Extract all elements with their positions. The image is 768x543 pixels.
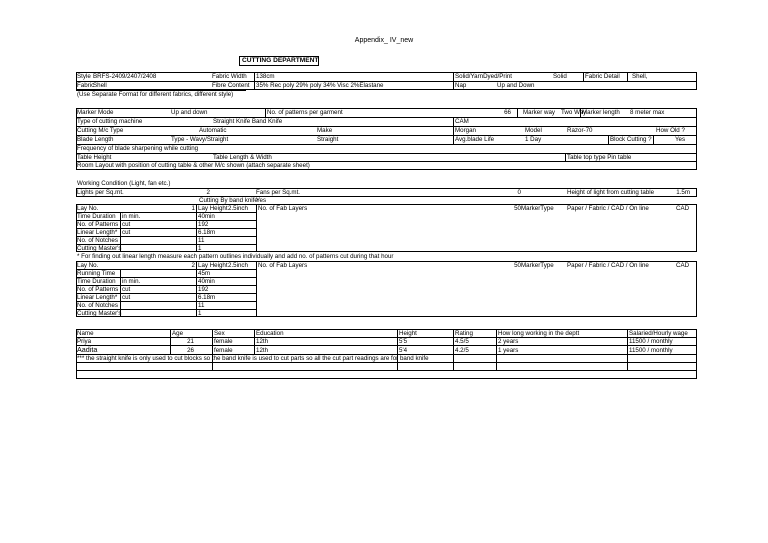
worker-wage: 11500 / monthly xyxy=(629,338,673,345)
lights-label: Lights per Sq.mt. xyxy=(77,189,124,196)
worker-education: 12th xyxy=(256,347,269,354)
lay1-footnote: * For finding out linear length measure each pattern outlines individually and add no. of patterns cut during that hour xyxy=(77,253,394,260)
workers-header-height: Height xyxy=(399,330,417,337)
divider xyxy=(196,204,197,252)
lay2-row-unit: cut xyxy=(122,286,131,293)
divider xyxy=(627,72,628,81)
lay2-marker-type-label: MarkerType xyxy=(521,262,554,269)
fabric-width-label: Fabric Width xyxy=(212,73,247,80)
lay2-row-label: No. of Patterns xyxy=(77,286,119,293)
how-old-label: How Old ? xyxy=(656,127,685,134)
lay2-row-value: 45m xyxy=(198,270,211,277)
blade-life-label: Avg.blade Life xyxy=(455,136,495,143)
patterns-label: No. of patterns per garment xyxy=(267,109,343,116)
lay1-row-label: Time Duration xyxy=(77,213,116,220)
fans-value: 0 xyxy=(517,189,521,196)
divider xyxy=(517,108,518,117)
worker-name: Priya xyxy=(77,338,92,345)
lay2-row-label: No. of Notches xyxy=(77,302,118,309)
light-height-label: Height of light from cutting table xyxy=(567,189,655,196)
lay1-lay-no-label: Lay No. xyxy=(77,205,99,212)
make-value: Morgan xyxy=(455,127,476,134)
lay1-fab-layers-label: No. of Fab Layers xyxy=(258,205,308,212)
lay2-lay-height-value: 2.5inch xyxy=(228,262,248,269)
lay2-lay-height-label: Lay Height xyxy=(198,262,228,269)
worker-age: 21 xyxy=(187,338,194,345)
lay2-row-label: Time Duration xyxy=(77,278,116,285)
lay2-row-label: Linear Length* xyxy=(77,294,118,301)
divider xyxy=(453,72,454,90)
worker-experience: 1 years xyxy=(498,347,519,354)
worker-rating: 4.5/5 xyxy=(455,338,469,345)
worker-sex: female xyxy=(214,347,233,354)
blade-life-value: 1 Day xyxy=(525,136,542,143)
fibre-value: 35% Rec poly 29% poly 34% Visc 2%Elastane xyxy=(256,82,384,89)
divider xyxy=(583,72,584,81)
style-label: Style xyxy=(77,73,91,80)
lay1-row-label: Cutting Master's xyxy=(77,245,122,252)
lights-value: 2 xyxy=(206,189,210,196)
worker-age: 26 xyxy=(187,347,194,354)
table-lw-label: Table Length & Width xyxy=(213,154,272,161)
solid-value: Solid xyxy=(553,73,567,80)
lay1-row-unit: cut xyxy=(122,221,131,228)
divider xyxy=(170,329,171,354)
workers-header-experience: How long working in the deptt xyxy=(498,330,580,337)
lay1-row-value: 6.18m xyxy=(198,229,216,236)
lay1-lay-height-value: 2.5inch xyxy=(228,205,248,212)
workers-header-name: Name xyxy=(77,330,94,337)
lay2-row-label: Running Time xyxy=(77,270,116,277)
lay1-row-value: 40min xyxy=(198,213,215,220)
room-layout-label: Room Layout with position of cutting table & other M/c shown (attach separate sheet) xyxy=(77,162,310,169)
divider xyxy=(256,261,257,317)
block-cutting-value: Yes xyxy=(675,136,686,143)
lay1-row-value: 11 xyxy=(198,237,205,244)
lay2-lay-no-label: Lay No. xyxy=(77,262,99,269)
table-top-label: Table top type Pin table xyxy=(567,154,632,161)
fabric-width-value: 138cm xyxy=(256,73,275,80)
lay2-row-value: 40min xyxy=(198,278,215,285)
lay1-row-unit: in min. xyxy=(122,213,141,220)
style-note: (Use Separate Format for different fabrics, different style) xyxy=(77,91,234,98)
lay1-row-label: No. of Notches xyxy=(77,237,118,244)
marker-mode-label: Marker Mode xyxy=(77,109,114,116)
lay2-row-value: 11 xyxy=(198,302,205,309)
model-value: Razor-70 xyxy=(567,127,593,134)
sharpening-label: Frequency of blade sharpening while cutting xyxy=(77,145,199,152)
cutting-machine-label: Type of cutting machine xyxy=(77,118,143,125)
workers-note: *** the straight knife is only used to cut blocks so the band knife is used to cut parts so all the cut part readings are for band knife xyxy=(77,355,429,362)
lay2-row-value: 192 xyxy=(198,286,209,293)
lay1-lay-height-label: Lay Height xyxy=(198,205,228,212)
divider xyxy=(254,72,255,90)
blade-length-label: Blade Length xyxy=(77,136,114,143)
fabric-value: Shell xyxy=(93,82,107,89)
lay1-row-unit: cut xyxy=(122,229,131,236)
solid-yarn-label: Solid/YarnDyed/Print xyxy=(455,73,512,80)
divider xyxy=(196,261,197,317)
marker-mode-value: Up and down xyxy=(171,109,208,116)
lay1-row-value: 192 xyxy=(198,221,209,228)
fans-label: Fans per Sq.mt. xyxy=(256,189,301,196)
cutting-by-value: Yes xyxy=(256,197,267,204)
make-label: Make xyxy=(317,127,333,134)
lay2-row-unit: cut xyxy=(122,294,131,301)
nap-value: Up and Down xyxy=(497,82,535,89)
lay2-row-value: 6.18m xyxy=(198,294,216,301)
divider xyxy=(212,329,213,370)
lay1-fab-layers-value: 50 xyxy=(514,205,521,212)
lay1-lay-no-value: 1 xyxy=(191,205,195,212)
worker-experience: 2 years xyxy=(498,338,519,345)
fibre-label: Fibre Content xyxy=(212,82,250,89)
working-condition-heading: Working Condition (Light, fan etc.) xyxy=(77,180,171,187)
worker-height: 5'5 xyxy=(399,338,408,345)
divider xyxy=(76,81,697,82)
lay2-row-value: 1 xyxy=(198,310,202,317)
page-title: Appendix_ IV_new xyxy=(354,37,414,44)
cutting-mc-value: Automatic xyxy=(199,127,227,134)
divider xyxy=(256,204,257,252)
lay2-lay-no-value: 2 xyxy=(191,262,195,269)
lay2-row-label: Cutting Master's xyxy=(77,310,122,317)
worker-education: 12th xyxy=(256,338,269,345)
worker-rating: 4.2/5 xyxy=(455,347,469,354)
worker-height: 5'4 xyxy=(399,347,408,354)
divider xyxy=(76,135,697,136)
marker-way-value: Two Way xyxy=(561,109,587,116)
patterns-value: 66 xyxy=(504,109,511,116)
divider xyxy=(608,135,609,144)
lay1-row-label: No. of Patterns xyxy=(77,221,119,228)
marker-length-label: Marker length xyxy=(582,109,620,116)
department-title: CUTTING DEPARTMENT xyxy=(242,57,319,64)
fabric-label: Fabric xyxy=(77,82,95,89)
divider xyxy=(265,108,266,117)
workers-header-rating: Rating xyxy=(455,330,473,337)
workers-header-wage: Salaried/Hourly wage xyxy=(629,330,688,337)
blade-length-value: Type - Wavy/Straight xyxy=(171,136,229,143)
workers-header-education: Education xyxy=(256,330,284,337)
lay1-row-value: 1 xyxy=(198,245,202,252)
lay2-fab-layers-value: 50 xyxy=(514,262,521,269)
cutting-mc-label: Cutting M/c Type xyxy=(77,127,124,134)
marker-way-label: Marker way xyxy=(523,109,555,116)
nap-label: Nap xyxy=(455,82,467,89)
table-height-label: Table Height xyxy=(77,154,112,161)
cam-label: CAM xyxy=(455,118,469,125)
cutting-by-label: Cutting By band knife xyxy=(199,197,258,204)
divider xyxy=(653,135,654,144)
worker-sex: female xyxy=(214,338,233,345)
divider xyxy=(76,117,697,118)
workers-header-age: Age xyxy=(172,330,184,337)
lay2-row-unit: in min. xyxy=(122,278,141,285)
divider xyxy=(76,370,697,371)
cutting-machine-value: Straight Knife Band Knife xyxy=(213,118,283,125)
style-value: BRFS-2409/2407/2408 xyxy=(93,73,157,80)
divider xyxy=(397,329,398,370)
lay1-marker-type-label: MarkerType xyxy=(521,205,554,212)
divider xyxy=(565,153,566,161)
lay2-marker-type-value: Paper / Fabric / CAD / On line xyxy=(567,262,649,269)
fabric-detail-value: Shell, xyxy=(632,73,648,80)
lay1-marker-type-selected: CAD xyxy=(676,205,690,212)
divider xyxy=(496,329,497,370)
divider xyxy=(453,329,454,370)
straight-value: Straight xyxy=(317,136,339,143)
divider xyxy=(76,126,697,127)
marker-length-value: 8 meter max xyxy=(630,109,665,116)
lay2-fab-layers-label: No. of Fab Layers xyxy=(258,262,308,269)
lay2-marker-type-selected: CAD xyxy=(676,262,690,269)
worker-name: Aadita xyxy=(77,345,98,354)
lay1-row-label: Linear Length* xyxy=(77,229,118,236)
divider xyxy=(254,329,255,354)
lay1-marker-type-value: Paper / Fabric / CAD / On line xyxy=(567,205,649,212)
model-label: Model xyxy=(525,127,542,134)
light-height-value: 1.5m xyxy=(676,189,690,196)
workers-header-sex: Sex xyxy=(214,330,225,337)
divider xyxy=(627,329,628,370)
worker-wage: 11500 / monthly xyxy=(629,347,673,354)
block-cutting-label: Block Cutting ? xyxy=(610,136,652,143)
divider xyxy=(453,117,454,144)
fabric-detail-label: Fabric Detail xyxy=(585,73,620,80)
